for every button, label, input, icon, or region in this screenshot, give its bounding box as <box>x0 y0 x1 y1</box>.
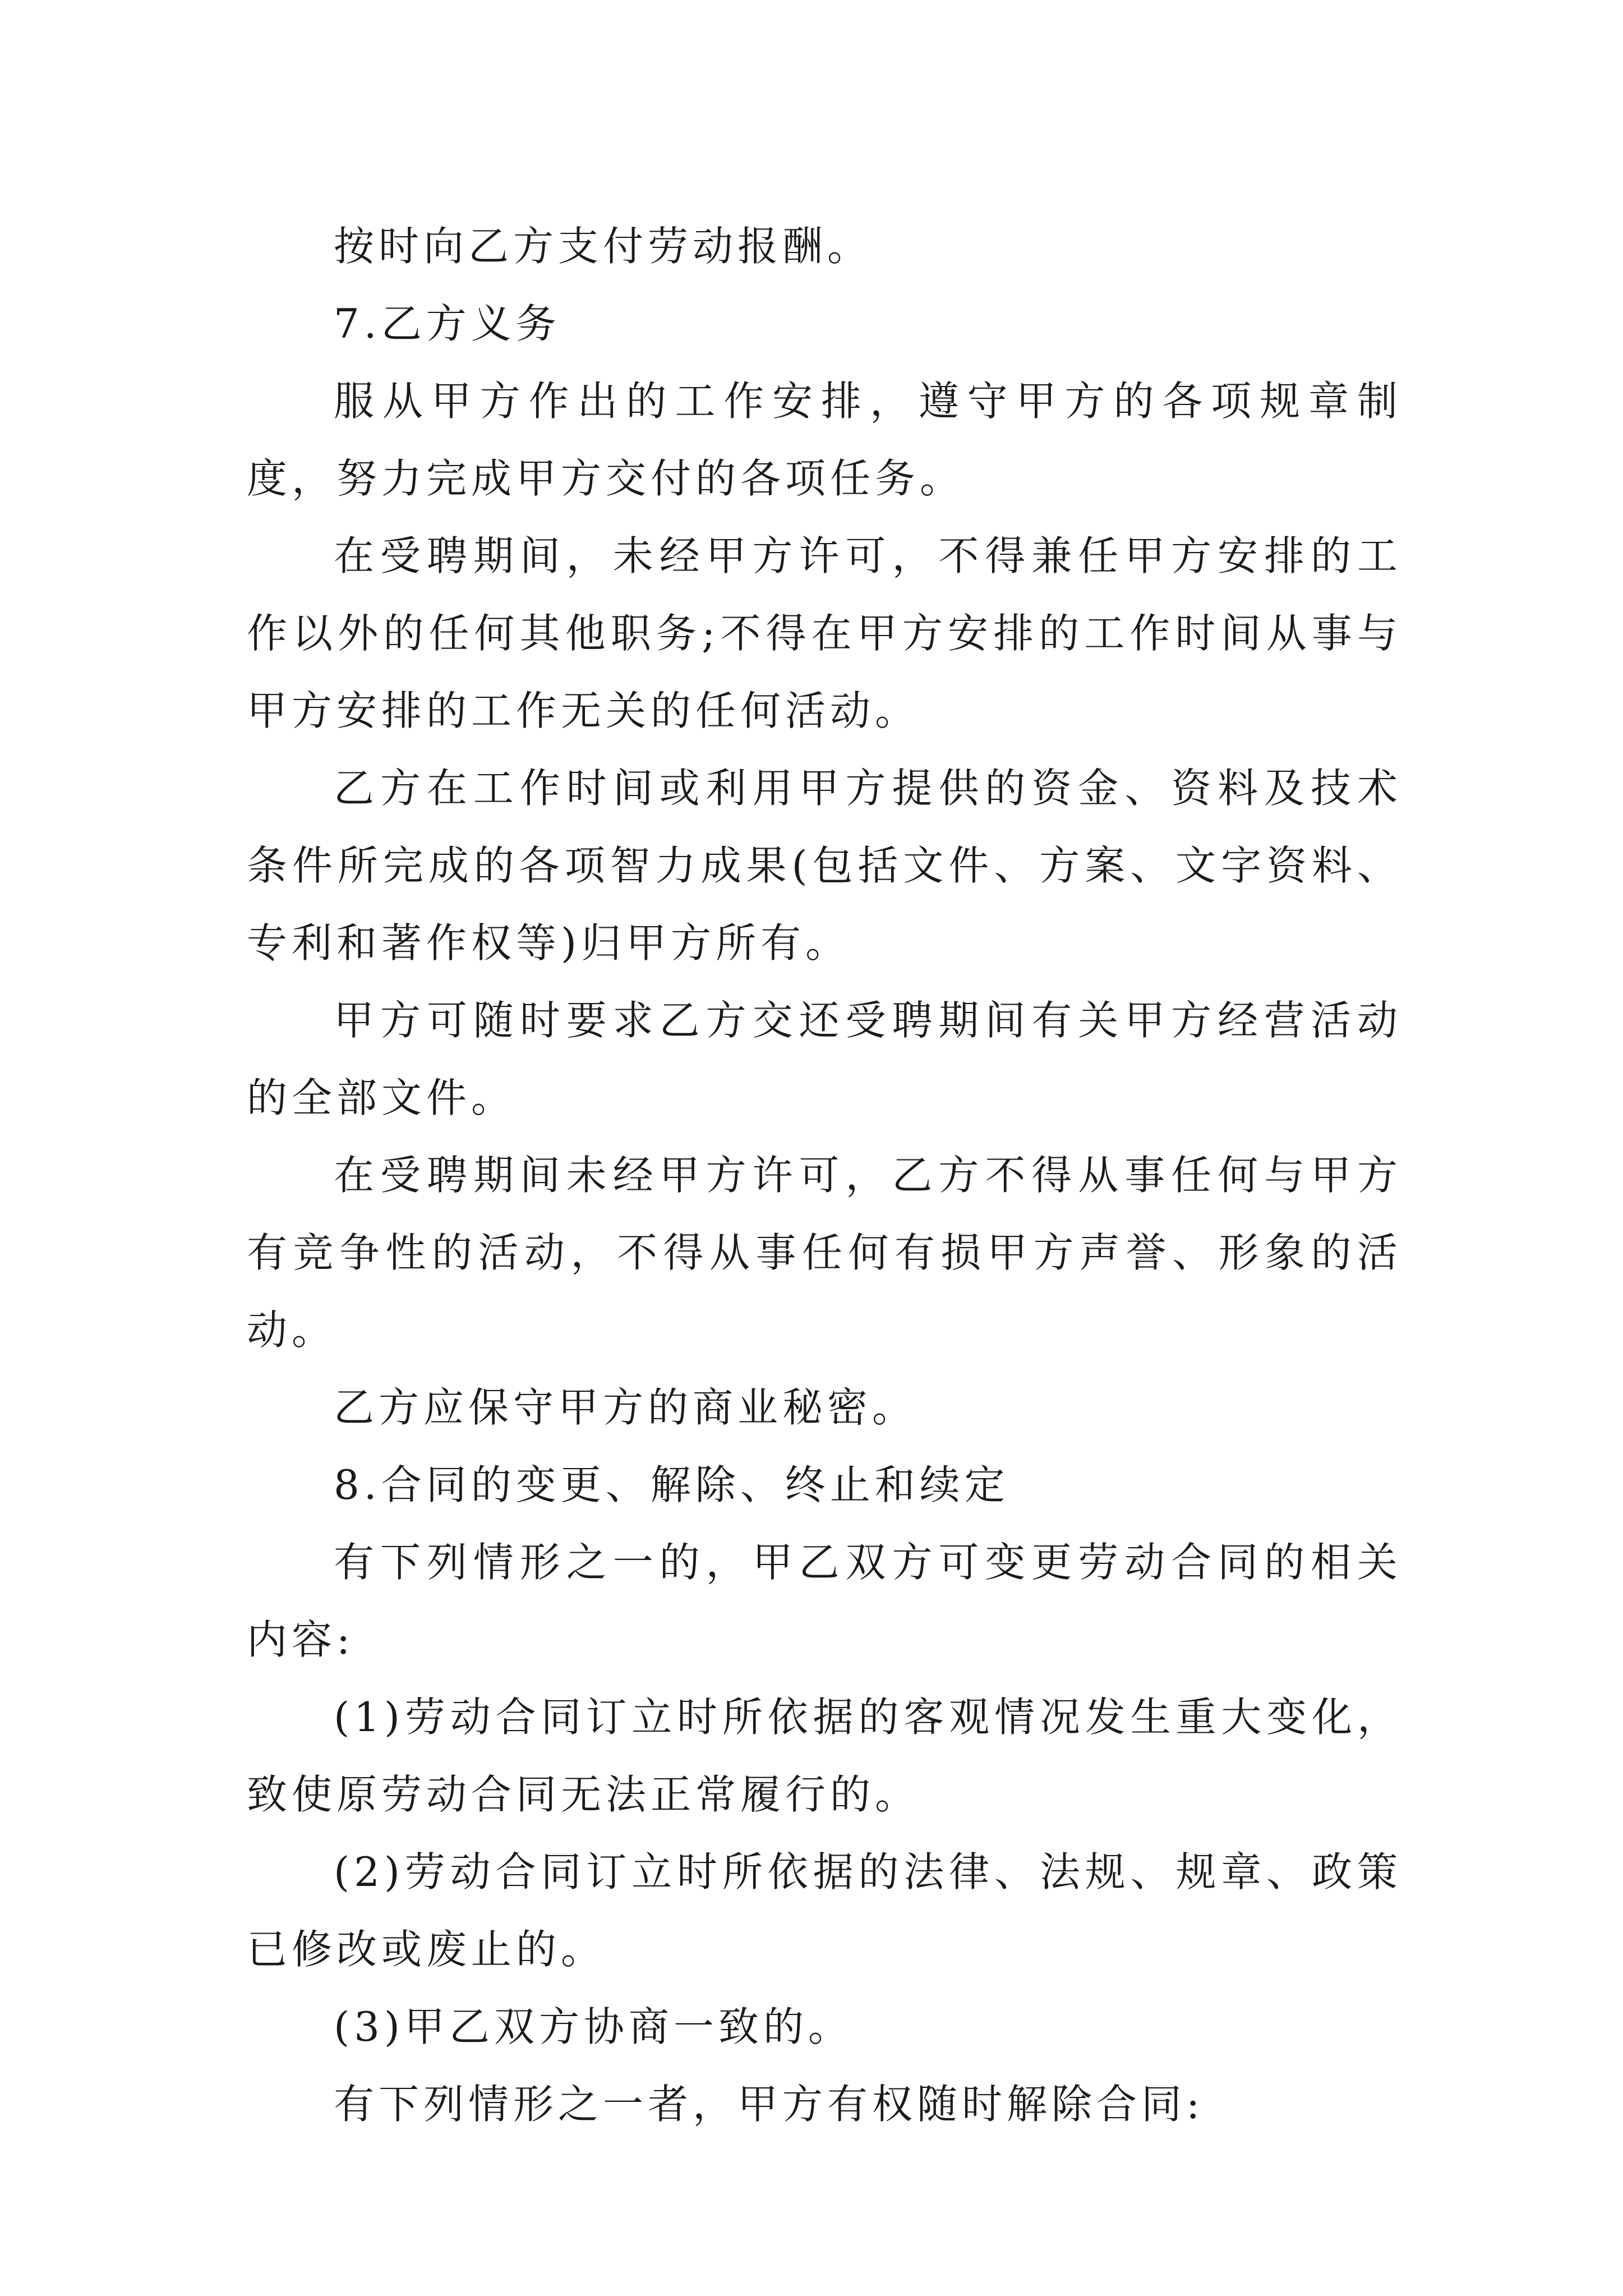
paragraph: 有下列情形之一的，甲乙双方可变更劳动合同的相关内容: <box>247 1539 1402 1663</box>
paragraph: 在受聘期间，未经甲方许可，不得兼任甲方安排的工作以外的任何其他职务;不得在甲方安排的工作时间从事与甲方安排的工作无关的任何活动。 <box>247 532 1402 734</box>
document-body <box>247 208 1402 2143</box>
section-heading: 7.乙方义务 <box>334 300 561 347</box>
paragraph: 服从甲方作出的工作安排，遵守甲方的各项规章制度，努力完成甲方交付的各项任务。 <box>247 378 1402 502</box>
section-heading: 8.合同的变更、解除、终止和续定 <box>334 1461 1009 1508</box>
paragraph: 甲方可随时要求乙方交还受聘期间有关甲方经营活动的全部文件。 <box>247 997 1402 1121</box>
paragraph: 乙方应保守甲方的商业秘密。 <box>334 1384 917 1431</box>
paragraph: 在受聘期间未经甲方许可，乙方不得从事任何与甲方有竞争性的活动，不得从事任何有损甲方声誉、形象的活动。 <box>247 1152 1402 1354</box>
paragraph: 乙方在工作时间或利用甲方提供的资金、资料及技术条件所完成的各项智力成果(包括文件、方案、文字资料、专利和著作权等)归甲方所有。 <box>247 765 1402 967</box>
list-item: (3)甲乙双方协商一致的。 <box>334 2003 853 2050</box>
paragraph: 有下列情形之一者，甲方有权随时解除合同: <box>334 2081 1205 2128</box>
paragraph: 按时向乙方支付劳动报酬。 <box>334 223 873 270</box>
list-item: (2)劳动合同订立时所依据的法律、法规、规章、政策已修改或废止的。 <box>247 1848 1402 1973</box>
list-item: (1)劳动合同订立时所依据的客观情况发生重大变化，致使原劳动合同无法正常履行的。 <box>247 1694 1402 1818</box>
